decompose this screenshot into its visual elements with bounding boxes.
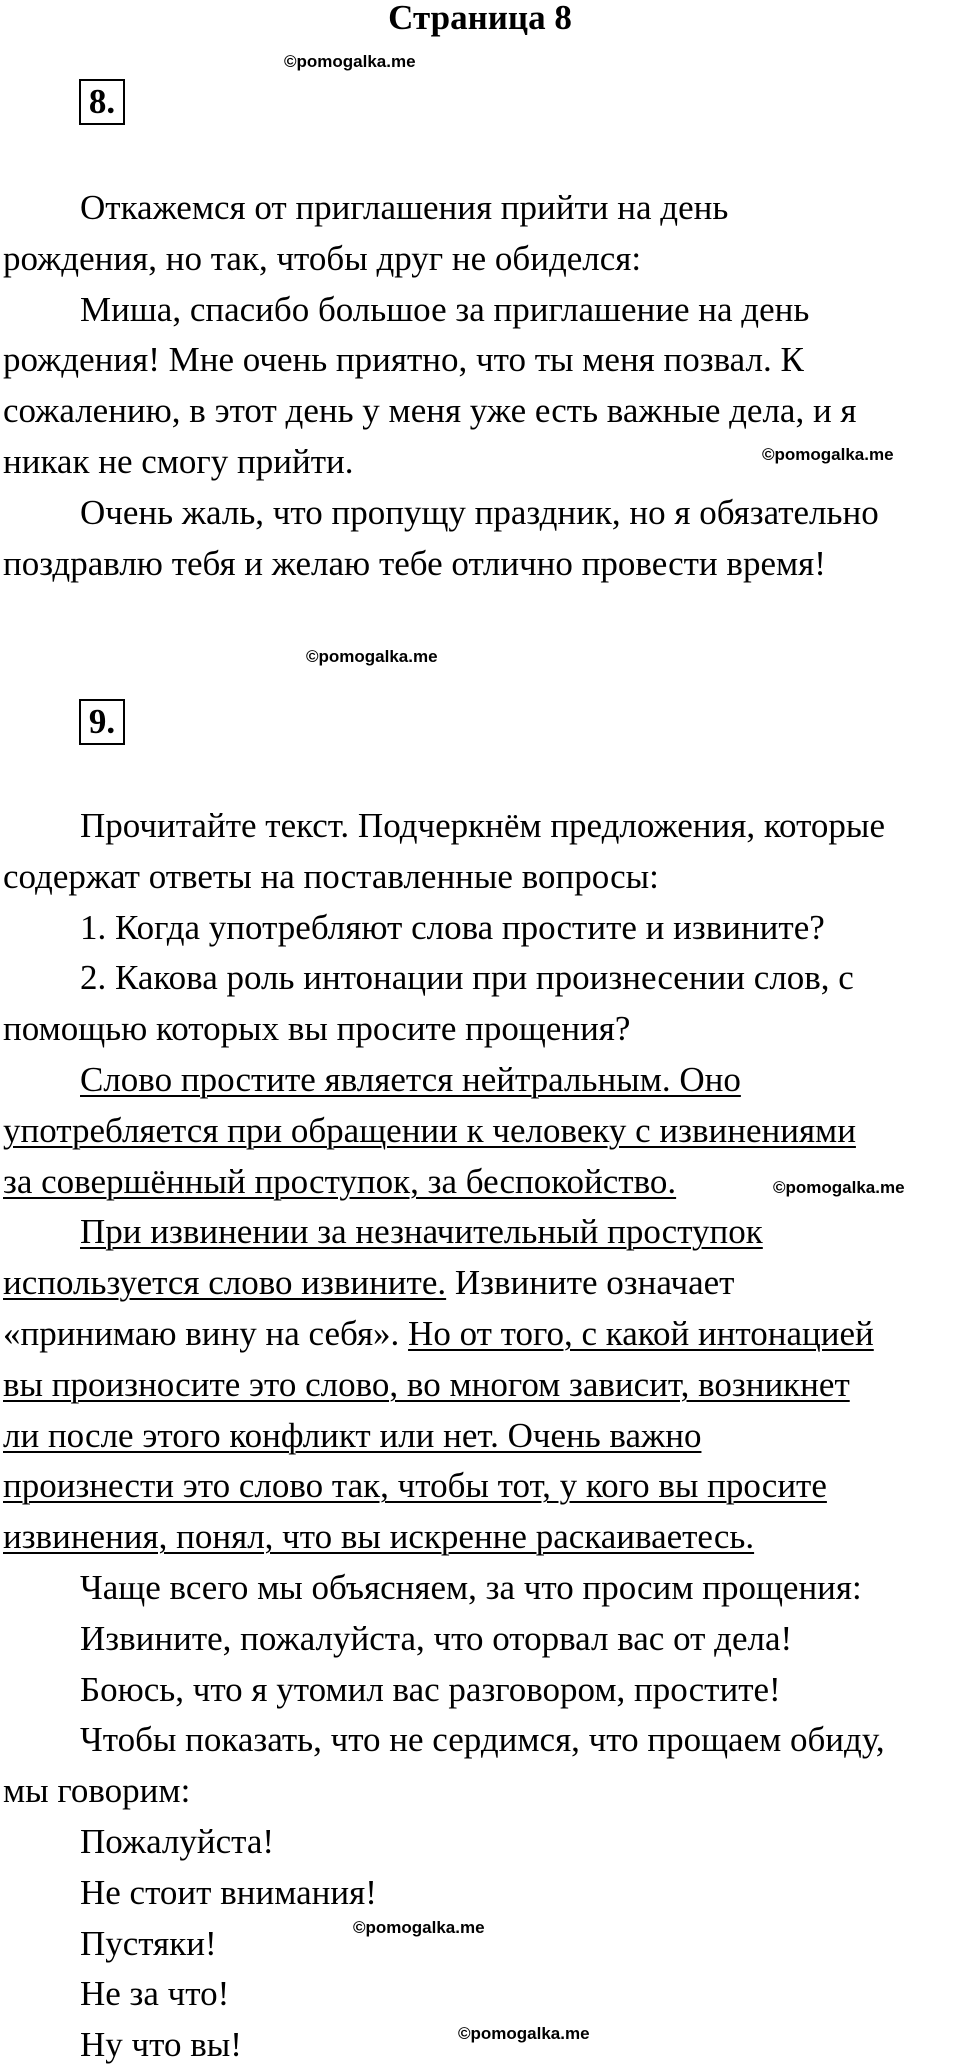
text-segment: Миша, спасибо большое за приглашение на день: [80, 289, 810, 329]
text-line: [80, 1817, 274, 1867]
text-line: [3, 1258, 734, 1308]
text-line: [3, 437, 354, 487]
text-segment: помощью которых вы просите прощения?: [3, 1009, 631, 1049]
watermark: ©pomogalka.me: [353, 1918, 485, 1937]
text-segment: «принимаю вину на себя».: [3, 1314, 409, 1353]
text-segment: 1. Когда употребляют слова простите и извините?: [80, 907, 825, 947]
text-segment: Прочитайте текст. Подчеркнём предложения, которые: [80, 806, 885, 845]
underlined-text: употребляется при обращении к человеку с извинениями: [3, 1110, 856, 1150]
text-segment: рождения, но так, чтобы друг не обиделся:: [3, 238, 642, 278]
text-segment: Откажемся от приглашения прийти на день: [80, 188, 729, 227]
text-line: [3, 1004, 630, 1054]
text-segment: Не за что!: [80, 1974, 230, 2014]
text-segment: сожалению, в этот день у меня уже есть важные дела, и я: [3, 391, 857, 431]
text-line: [3, 1461, 827, 1511]
text-segment: содержат ответы на поставленные вопросы:: [3, 856, 659, 896]
text-line: [80, 1665, 781, 1715]
text-segment: рождения! Мне очень приятно, что ты меня позвал. К: [3, 340, 804, 380]
text-line: [80, 1969, 229, 2019]
text-line: [3, 386, 857, 436]
text-segment: поздравлю тебя и желаю тебе отлично провести время!: [3, 543, 826, 583]
text-line: [80, 183, 728, 233]
text-line: [80, 1868, 377, 1918]
text-segment: 2. Какова роль интонации при произнесении слов, с: [80, 958, 854, 998]
text-line: [3, 1512, 754, 1562]
underlined-text: вы произносите это слово, во многом зависит, возникнет: [3, 1364, 850, 1404]
text-line: [3, 234, 641, 284]
text-line: [3, 539, 826, 589]
text-line: [80, 285, 809, 335]
watermark: ©pomogalka.me: [458, 2024, 590, 2043]
text-segment: Очень жаль, что пропущу праздник, но я обязательно: [80, 492, 879, 532]
text-line: [3, 1309, 874, 1359]
text-segment: никак не смогу прийти.: [3, 442, 354, 481]
underlined-text: произнести это слово так, чтобы тот, у кого вы просите: [3, 1466, 827, 1506]
watermark: ©pomogalka.me: [773, 1178, 905, 1197]
text-line: [3, 1106, 856, 1156]
watermark: ©pomogalka.me: [306, 647, 438, 666]
text-line: [80, 903, 825, 953]
underlined-text: ли после этого конфликт или нет. Очень важно: [3, 1415, 702, 1455]
text-line: [80, 801, 885, 851]
text-line: [3, 1411, 701, 1461]
text-line: [80, 1207, 763, 1257]
watermark: ©pomogalka.me: [284, 52, 416, 71]
exercise-number-9: 9.: [79, 699, 125, 745]
text-segment: Ну что вы!: [80, 2025, 242, 2065]
underlined-text: Слово простите является нейтральным. Оно: [80, 1060, 741, 1099]
page-title: Страница 8: [388, 0, 572, 37]
text-line: [80, 1919, 217, 1969]
watermark: ©pomogalka.me: [762, 445, 894, 464]
text-segment: Извините, пожалуйста, что оторвал вас от дела!: [80, 1618, 793, 1658]
text-segment: Чтобы показать, что не сердимся, что прощаем обиду,: [80, 1720, 885, 1760]
text-line: [3, 335, 804, 385]
underlined-text: за совершённый проступок, за беспокойство.: [3, 1161, 677, 1201]
text-line: [3, 1360, 850, 1410]
text-line: [80, 1715, 885, 1765]
text-segment: Пустяки!: [80, 1923, 217, 1963]
text-line: [80, 488, 879, 538]
text-line: [80, 2020, 242, 2070]
text-line: [80, 1614, 792, 1664]
text-segment: мы говорим:: [3, 1771, 191, 1811]
underlined-text: используется слово извините.: [3, 1263, 447, 1303]
text-segment: Не стоит внимания!: [80, 1872, 377, 1912]
underlined-text: извинения, понял, что вы искренне раскаиваетесь.: [3, 1517, 755, 1557]
text-segment: Боюсь, что я утомил вас разговором, простите!: [80, 1669, 781, 1709]
text-line: [80, 1055, 741, 1105]
underlined-text: Но от того, с какой интонацией: [408, 1314, 874, 1353]
text-line: [80, 953, 854, 1003]
text-segment: Чаще всего мы объясняем, за что просим прощения:: [80, 1568, 862, 1607]
text-line: [3, 1157, 676, 1207]
underlined-text: При извинении за незначительный проступок: [80, 1212, 763, 1252]
text-line: [3, 1766, 190, 1816]
text-segment: Извините означает: [446, 1263, 735, 1303]
text-segment: Пожалуйста!: [80, 1822, 275, 1861]
exercise-number-8: 8.: [79, 79, 125, 125]
text-line: [3, 852, 659, 902]
text-line: [80, 1563, 862, 1613]
